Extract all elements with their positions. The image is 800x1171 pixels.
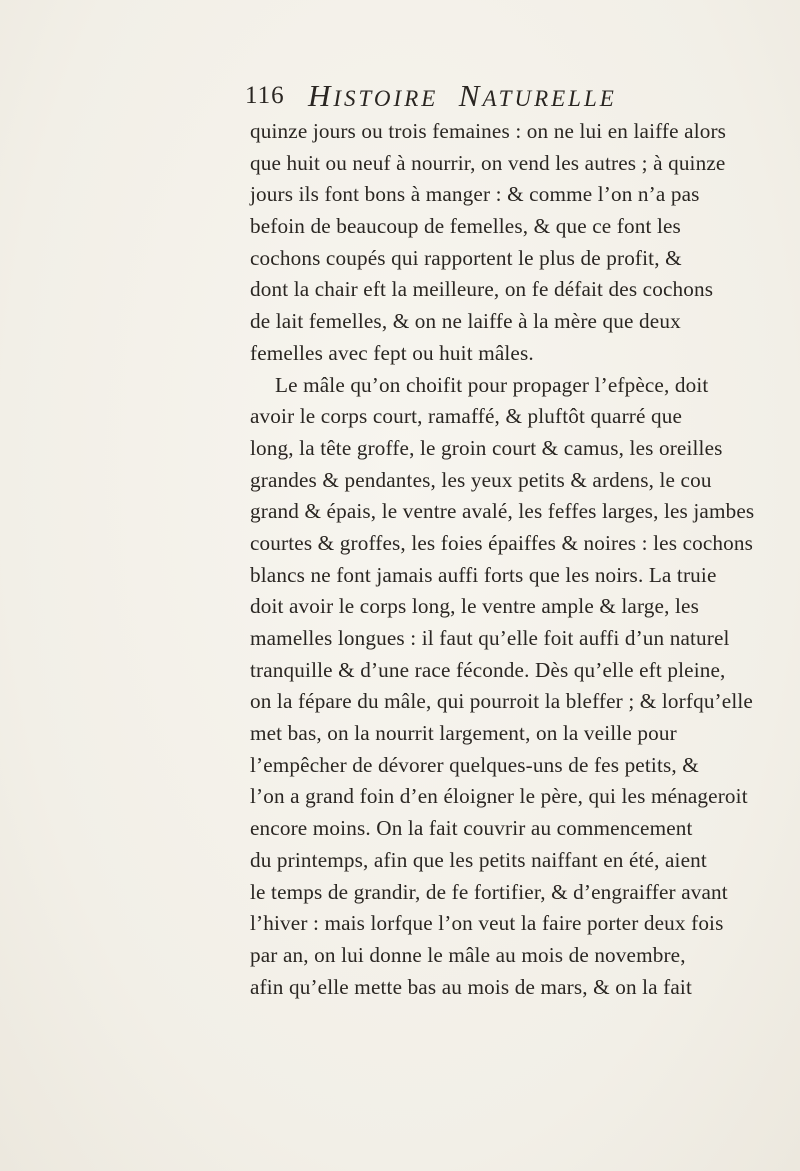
text-line: par an, on lui donne le mâle au mois de novembre, xyxy=(250,942,686,967)
text-line: cochons coupés qui rapportent le plus de profit, & xyxy=(250,245,682,270)
text-line: de lait femelles, & on ne laiffe à la mère que deux xyxy=(250,309,681,334)
text-line: long, la tête groffe, le groin court & camus, les oreilles xyxy=(250,435,723,460)
page-number: 116 xyxy=(245,82,285,109)
text-line: grand & épais, le ventre avalé, les feffes larges, les jambes xyxy=(250,499,755,524)
running-title: HISTOIRE NATURELLE xyxy=(308,78,617,113)
body-text xyxy=(250,116,755,1003)
text-line: encore moins. On la fait couvrir au commencement xyxy=(250,816,693,841)
text-line: afin qu’elle mette bas au mois de mars, & on la fait xyxy=(250,974,693,999)
text-line: on la fépare du mâle, qui pourroit la bleffer ; & lorfqu’elle xyxy=(250,689,753,714)
text-line: dont la chair eft la meilleure, on fe défait des cochons xyxy=(250,277,714,302)
text-line: avoir le corps court, ramaffé, & pluftôt quarré que xyxy=(250,404,683,429)
text-line: que huit ou neuf à nourrir, on vend les autres ; à quinze xyxy=(250,150,726,175)
text-line: le temps de grandir, de fe fortifier, & d’engraiffer avant xyxy=(250,879,728,904)
text-line: courtes & groffes, les foies épaiffes & noires : les cochons xyxy=(250,530,754,555)
text-line: femelles avec fept ou huit mâles. xyxy=(250,340,534,365)
text-line: jours ils font bons à manger : & comme l’on n’a pas xyxy=(250,182,700,207)
text-line: mamelles longues : il faut qu’elle foit auffi d’un naturel xyxy=(250,626,730,650)
text-line: Le mâle qu’on choifit pour propager l’efpèce, doit xyxy=(275,372,709,397)
text-line: quinze jours ou trois femaines : on ne lui en laiffe alors xyxy=(250,119,727,143)
text-line: doit avoir le corps long, le ventre ample & large, les xyxy=(250,594,699,619)
text-line: met bas, on la nourrit largement, on la veille pour xyxy=(250,721,677,746)
text-line: blancs ne font jamais auffi forts que les noirs. La truie xyxy=(250,562,717,587)
text-line: tranquille & d’une race féconde. Dès qu’elle eft pleine, xyxy=(250,657,726,682)
text-line: du printemps, afin que les petits naiffant en été, aient xyxy=(250,847,707,872)
page-header xyxy=(245,76,645,116)
text-line: l’on a grand foin d’en éloigner le père, qui les ménageroit xyxy=(250,784,748,809)
text-line: befoin de beaucoup de femelles, & que ce font les xyxy=(250,214,681,239)
text-line: grandes & pendantes, les yeux petits & ardens, le cou xyxy=(250,467,712,492)
text-line: l’hiver : mais lorfque l’on veut la faire porter deux fois xyxy=(250,911,724,936)
text-line: l’empêcher de dévorer quelques-uns de fes petits, & xyxy=(250,752,699,777)
